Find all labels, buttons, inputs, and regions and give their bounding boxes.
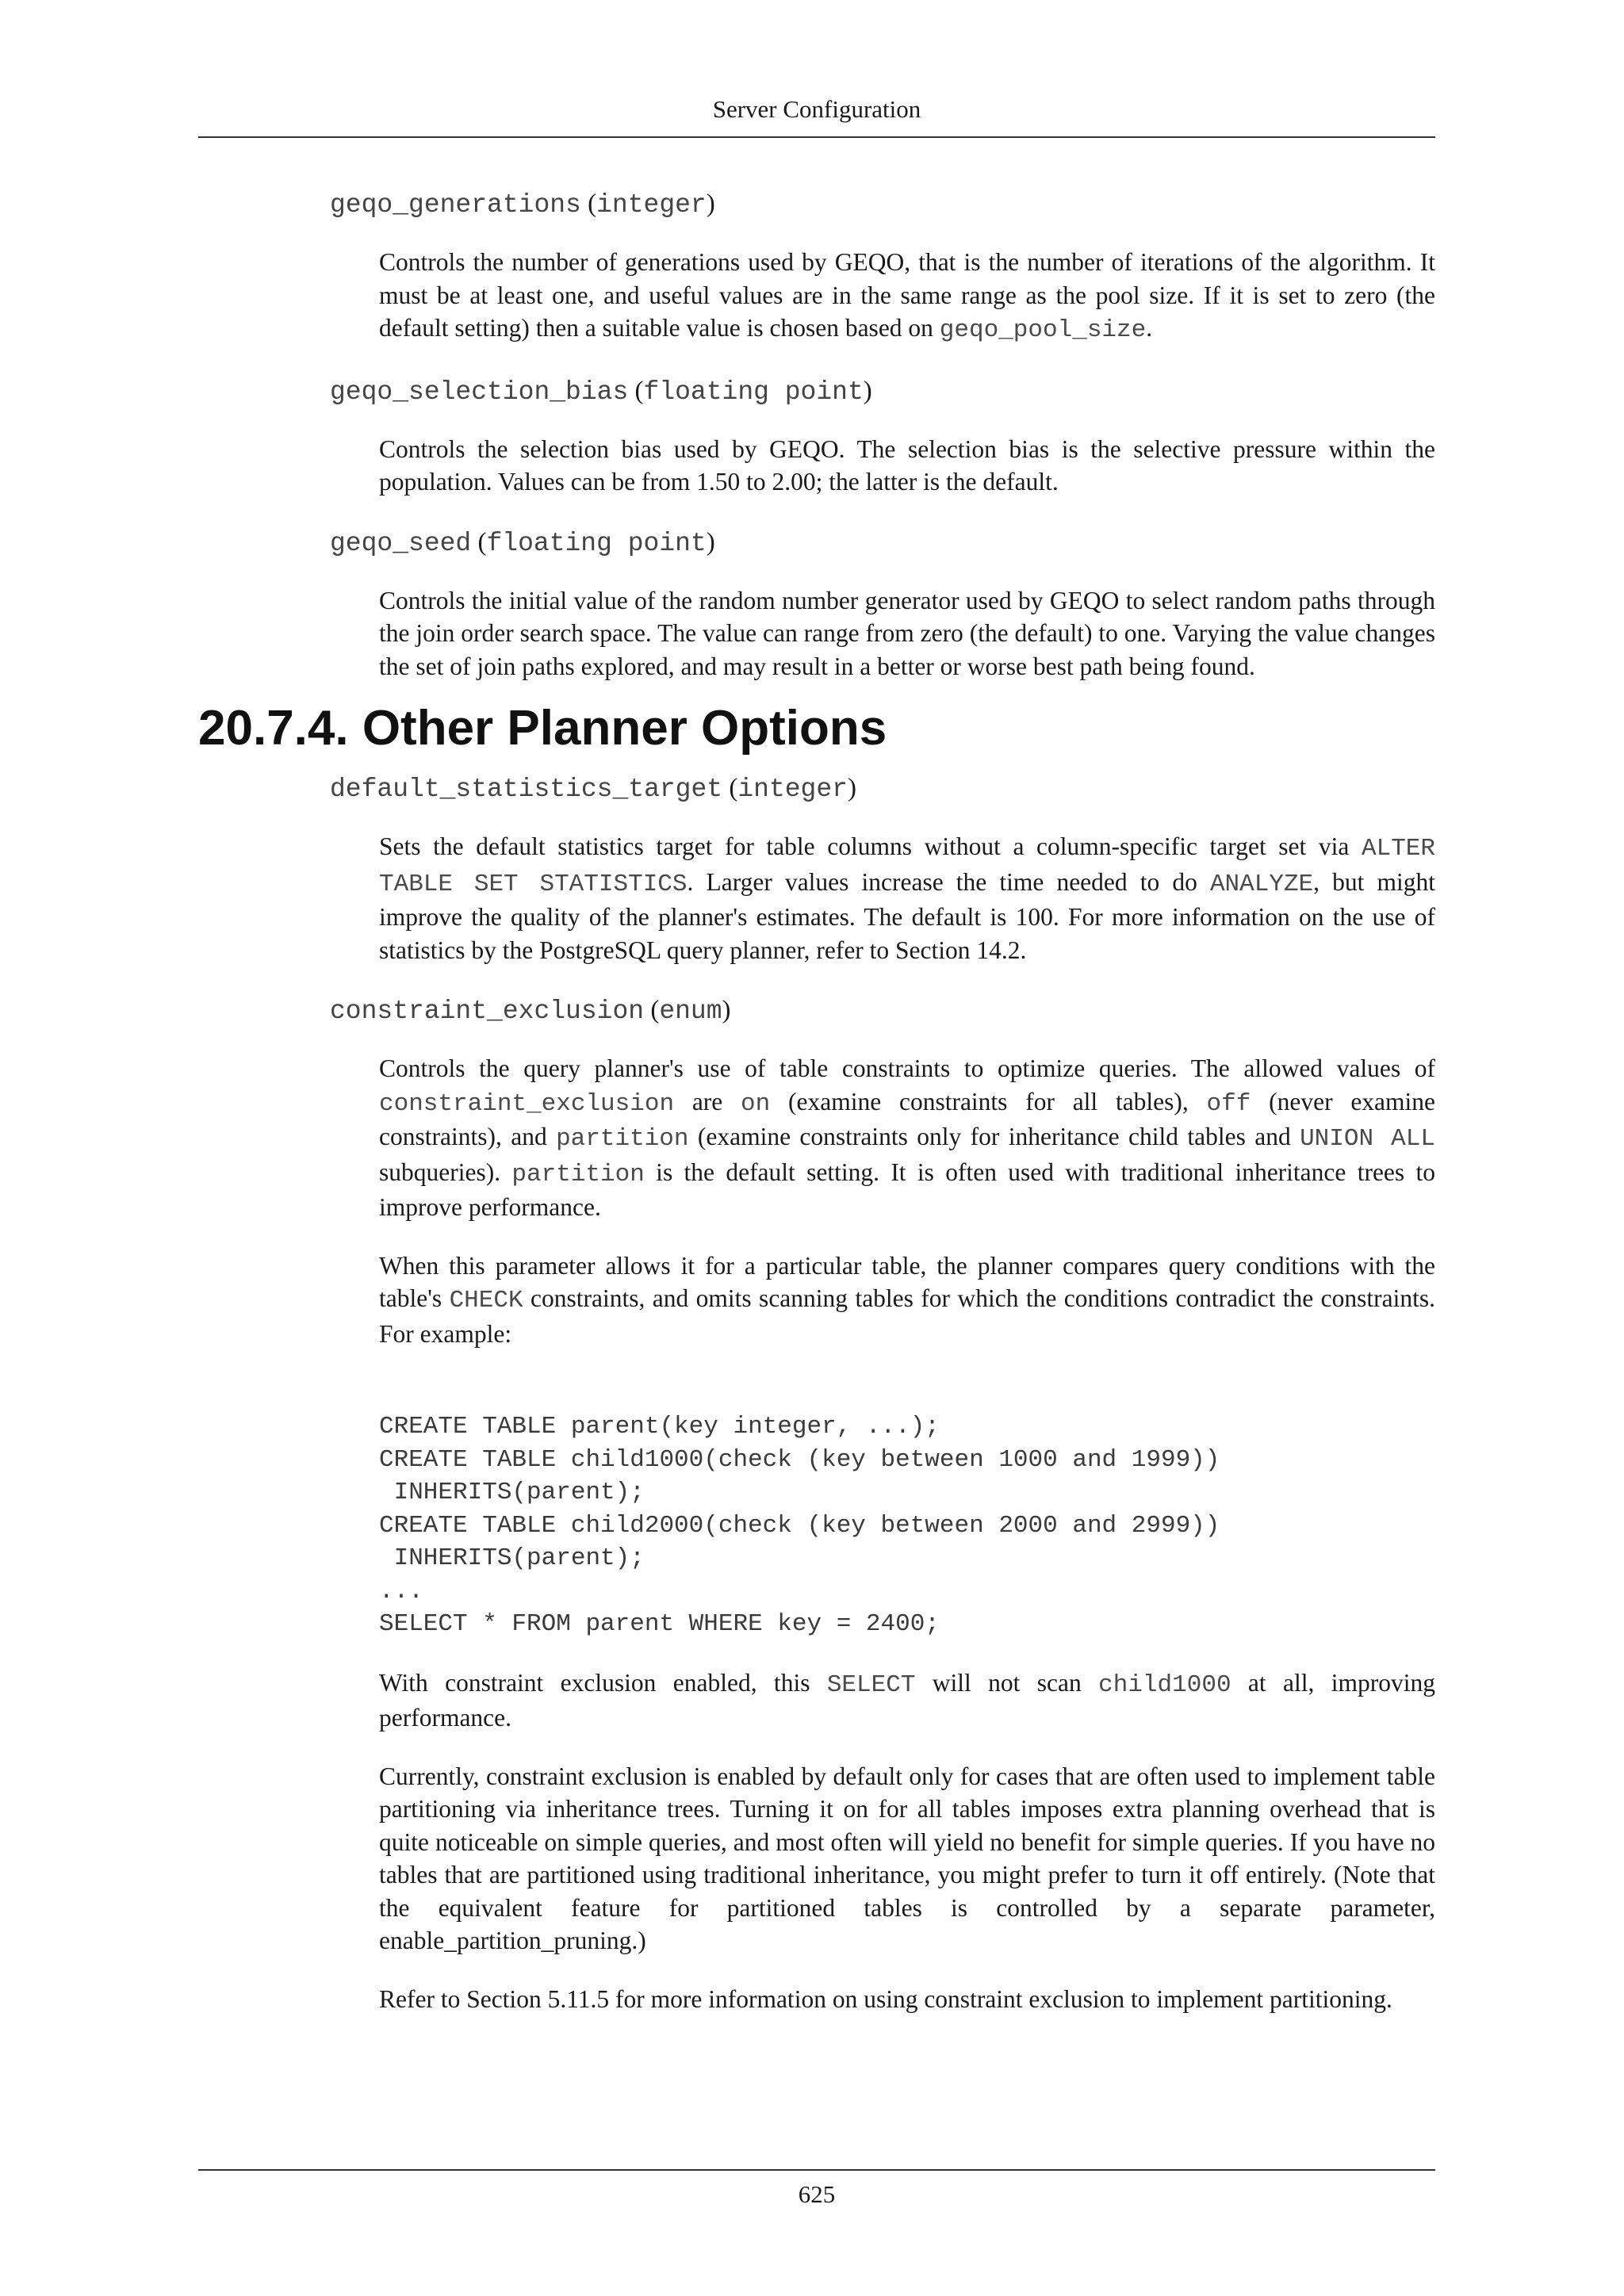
term-default-statistics-target [330,771,1435,806]
desc-text: are [674,1087,741,1115]
type-open: ( [722,774,738,802]
term-geqo-seed [330,526,1435,561]
desc-text: Controls the query planner's use of table constraints to optimize queries. The allowed values of [379,1054,1435,1082]
param-name: geqo_generations [330,190,581,220]
def-constraint-exclusion-p4: Currently, constraint exclusion is enabled by default only for cases that are often used to implement table partitioning via inheritance trees. Turning it on for all tables imposes extra planning overhead that is quite noticeable on simple queries, and most often will yield no benefit for simple queries. If you have no tables that are partitioned using traditional inheritance, you might prefer to turn it off entirely. (Note that the equivalent feature for partitioned tables is controlled by a separate parameter, enable_partition_pruning.) [379,1762,1435,1954]
def-geqo-generations [379,246,1435,347]
param-name: geqo_selection_bias [330,377,629,407]
desc-text: constraints, and omits scanning tables for which the conditions contradict the constraints. For example: [379,1284,1435,1348]
param-name: geqo_seed [330,528,472,558]
inline-code: CHECK [449,1287,523,1314]
header-rule [198,136,1435,138]
def-constraint-exclusion-p1 [379,1052,1435,1224]
inline-code: ALTER TABLE SET STATISTICS [379,835,1435,898]
term-constraint-exclusion [330,993,1435,1028]
inline-code: child1000 [1098,1670,1231,1699]
inline-code: UNION ALL [1300,1125,1435,1153]
type-close: ) [847,774,856,802]
inline-code: SELECT [826,1670,916,1699]
type-open: ( [471,527,487,557]
desc-text: will not scan [915,1668,1099,1697]
page-number: 625 [798,2180,836,2208]
inline-code: off [1206,1089,1251,1118]
inline-code: geqo_pool_size [939,316,1147,344]
param-type: enum [659,997,722,1026]
term-geqo-selection-bias [330,374,1435,409]
desc-text: . Larger values increase the time needed to do [687,867,1210,896]
code-example: CREATE TABLE parent(key integer, ...); CREATE TABLE child1000(check (key between 1000 and 1999)) INHERITS(parent); CREATE TABLE child2000(check (key between 2000 and 2999)) INHERITS(parent); ... SELECT * FROM parent WHERE key = 2400; [379,1413,1220,1638]
desc-text: subqueries). [379,1158,512,1186]
inline-code: constraint_exclusion [379,1089,675,1118]
def-constraint-exclusion-p5: Refer to Section 5.11.5 for more information on using constraint exclusion to implement partitioning. [379,1984,1392,2013]
type-close: ) [706,527,715,557]
inline-code: partition [511,1160,645,1188]
type-open: ( [580,189,597,218]
desc-text: . [1146,314,1153,342]
desc-text: When this parameter allows it for a particular table, the planner compares query conditions with the table's [379,1251,1435,1312]
def-geqo-seed: Controls the initial value of the random number generator used by GEQO to select random paths through the join order search space. The value can range from zero (the default) to one. Varying the value changes the set of join paths explored, and may result in a better or worse best path being found. [379,586,1435,680]
type-close: ) [706,189,715,218]
section-heading: 20.7.4. Other Planner Options [198,701,887,756]
desc-text: With constraint exclusion enabled, this [379,1668,827,1697]
type-open: ( [644,996,660,1024]
param-name: default_statistics_target [330,775,723,804]
running-header: Server Configuration [712,95,921,123]
inline-code: ANALYZE [1209,870,1314,898]
def-constraint-exclusion-p3 [379,1667,1435,1735]
inline-code: partition [556,1125,689,1153]
type-close: ) [863,376,872,405]
type-open: ( [628,376,644,405]
page-content [198,187,1435,2015]
def-geqo-selection-bias: Controls the selection bias used by GEQO. The selection bias is the selective pressure within the population. Values can be from 1.50 to 2.00; the latter is the default. [379,434,1435,496]
param-type: floating point [643,377,864,407]
desc-text: Sets the default statistics target for table columns without a column-specific target set via [379,832,1362,860]
inline-code: on [741,1089,771,1118]
term-geqo-generations [330,187,1435,222]
param-type: integer [596,190,707,220]
param-name: constraint_exclusion [330,997,645,1026]
footer-rule [198,2169,1435,2171]
def-constraint-exclusion-p2 [379,1249,1435,1351]
desc-text: (examine constraints only for inheritance child tables and [688,1123,1300,1150]
desc-text: , but might improve the quality of the planner's estimates. The default is 100. For more information on the use of statistics by the PostgreSQL query planner, refer to Section 14.2. [379,867,1435,964]
param-type: integer [737,775,848,804]
type-close: ) [722,996,731,1024]
desc-text: Controls the number of generations used by GEQO, that is the number of iterations of the algorithm. It must be at least one, and useful values are in the same range as the pool size. If it is set to zero (the default setting) then a suitable value is chosen based on [379,248,1435,342]
desc-text: at all, improving performance. [379,1668,1435,1732]
desc-text: (never examine constraints), and [379,1087,1436,1150]
desc-text: (examine constraints for all tables), [770,1087,1207,1115]
param-type: floating point [486,528,707,558]
desc-text: is the default setting. It is often used with traditional inheritance trees to improve performance. [379,1158,1435,1221]
def-default-statistics-target [379,830,1435,966]
